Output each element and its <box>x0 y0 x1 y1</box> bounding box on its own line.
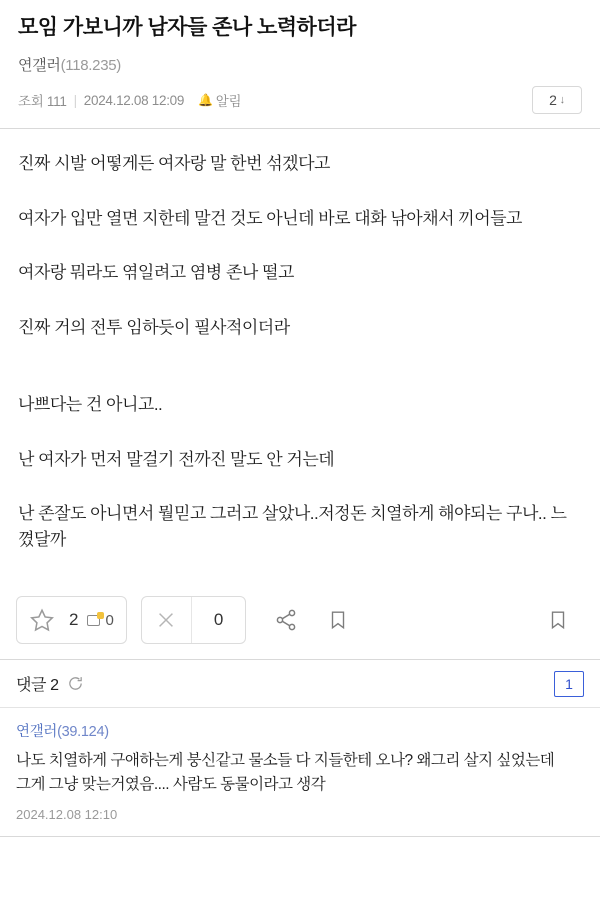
post-body <box>0 129 600 552</box>
post-paragraph: 난 존잘도 아니면서 뭘믿고 그러고 살았나..저정돈 치열하게 해야되는 구나.. 느꼈달까 <box>18 504 567 549</box>
comment-header <box>0 660 600 708</box>
share-icon[interactable] <box>260 596 312 644</box>
post-paragraph: 진짜 시발 어떻게든 여자랑 말 한번 섞겠다고 <box>18 154 330 174</box>
post-meta-row <box>18 84 582 116</box>
comment-text: 나도 치열하게 구애하는게 붕신같고 물소들 다 지들한테 오나? 왜그리 살지 싶었는데 그게 그냥 맞는거였음.... 사람도 동물이라고 생각 <box>16 752 555 794</box>
comment-count-value: 2 <box>549 92 557 109</box>
page-title: 모임 가보니까 남자들 존나 노력하더라 <box>18 16 356 39</box>
comment-count-label: 댓글 2 <box>16 677 59 695</box>
author-name[interactable]: 연갤러 <box>18 57 61 75</box>
comment-bottom-divider <box>0 836 600 837</box>
recommend-count: 2 <box>69 610 79 630</box>
refresh-icon[interactable] <box>67 675 84 692</box>
comment-page-badge[interactable]: 1 <box>554 671 584 697</box>
list-item <box>0 708 600 832</box>
comment-author[interactable] <box>16 720 584 741</box>
star-icon[interactable] <box>17 597 67 643</box>
post-paragraph: 나쁘다는 건 아니고.. <box>18 395 163 415</box>
recommend-sub-count: 0 <box>105 611 114 629</box>
bell-icon: 🔔 <box>198 93 213 108</box>
meta-divider: | <box>73 92 77 108</box>
alarm-label: 알림 <box>215 94 242 110</box>
comment-author-count: (39.124) <box>57 724 109 741</box>
comment-author-name: 연갤러 <box>16 724 58 741</box>
x-icon[interactable] <box>142 597 192 643</box>
post-date: 2024.12.08 12:09 <box>83 92 185 108</box>
recommend-sub-group[interactable] <box>87 612 125 629</box>
view-count: 조회 111 <box>18 94 67 110</box>
bookmark-icon[interactable] <box>312 596 364 644</box>
oppose-count: 0 <box>213 610 224 630</box>
post-paragraph: 여자랑 뭐라도 엮일려고 염병 존나 떨고 <box>18 263 294 283</box>
comment-count-pill[interactable] <box>532 86 582 114</box>
recommend-group[interactable] <box>16 596 127 644</box>
oppose-group[interactable] <box>141 596 246 644</box>
post-action-bar <box>0 581 600 659</box>
author-count: (118.235) <box>60 57 121 75</box>
chevron-down-icon: ↓ <box>559 94 565 107</box>
post-paragraph: 여자가 입만 열면 지한테 말건 것도 아닌데 바로 대화 낚아채서 끼어들고 <box>18 208 522 228</box>
post-author-line <box>18 54 582 75</box>
alarm-button[interactable] <box>198 90 241 110</box>
comment-date: 2024.12.08 12:10 <box>16 807 118 823</box>
locked-comment-icon <box>87 613 102 627</box>
post-paragraph: 진짜 거의 전투 임하듯이 필사적이더라 <box>18 317 290 337</box>
post-paragraph: 난 여자가 먼저 말걸기 전까진 말도 안 거는데 <box>18 449 335 469</box>
post-header <box>0 0 600 116</box>
scrap-icon[interactable] <box>532 596 584 644</box>
